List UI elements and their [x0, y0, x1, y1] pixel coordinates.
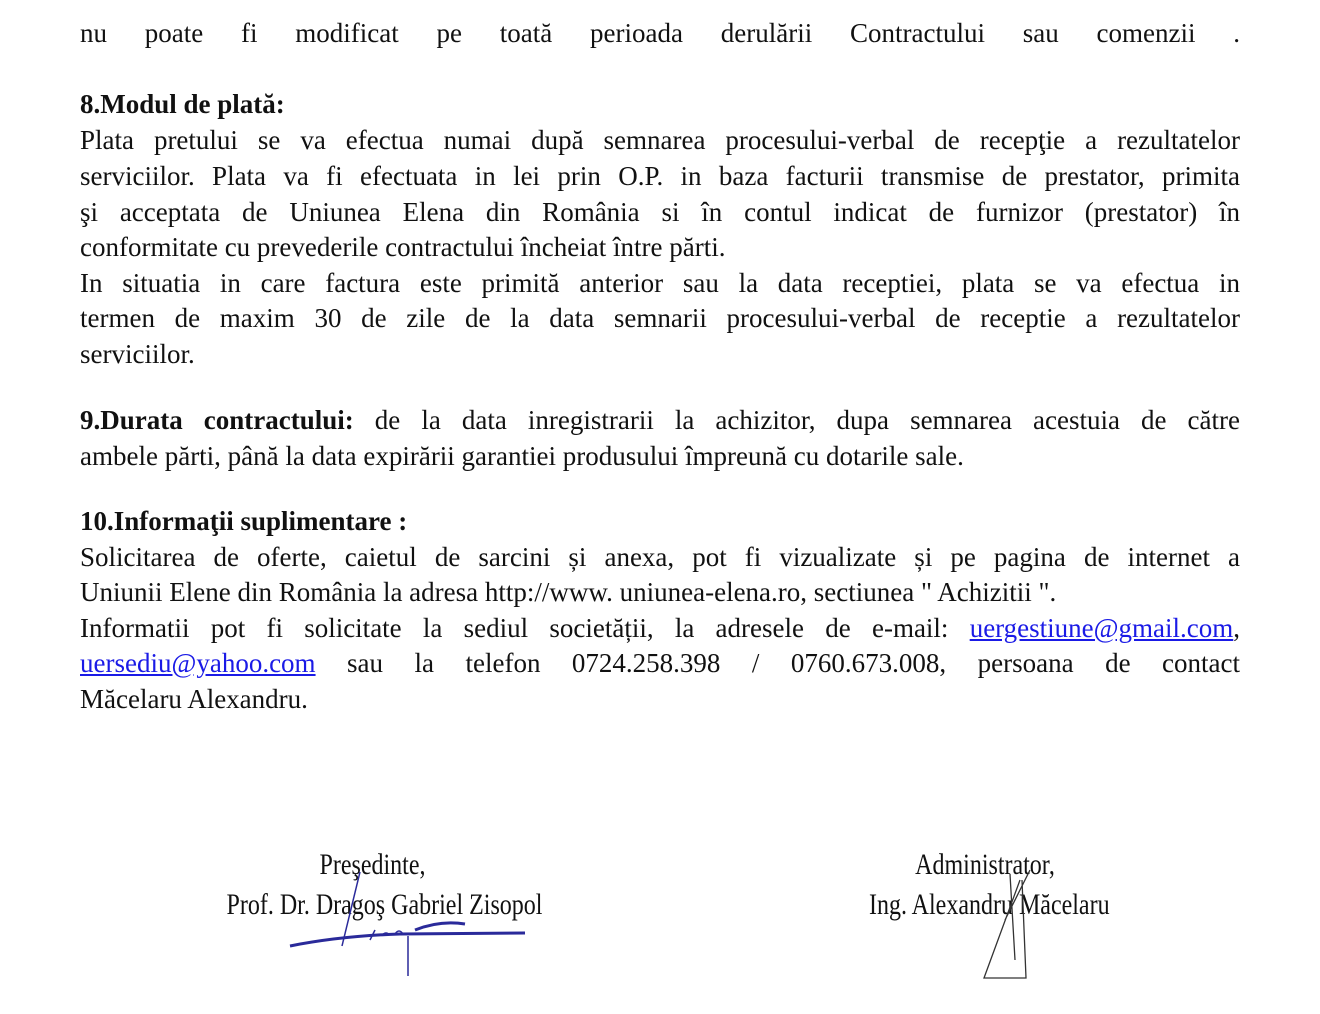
paragraph-line: conformitate cu prevederile contractului încheiat între părti.	[80, 232, 726, 262]
president-signature-icon	[280, 860, 540, 980]
section9-heading: 9.Durata contractului:	[80, 405, 354, 435]
paragraph-line: serviciilor. Plata va fi efectuata in lei prin O.P. in baza facturii transmise de prestator, primita	[80, 161, 1240, 191]
administrator-signature-icon	[980, 860, 1040, 990]
paragraph-line: Măcelaru Alexandru.	[80, 684, 308, 714]
paragraph-line: ambele părti, până la data expirării garantiei produsului împreună cu dotarile sale.	[80, 441, 964, 471]
paragraph-line: termen de maxim 30 de zile de la data semnarii procesului-verbal de receptie a rezultatelor	[80, 303, 1240, 333]
email-link-sediu[interactable]: uersediu@yahoo.com	[80, 648, 316, 678]
section10-heading	[80, 503, 1240, 539]
heading-text: 10.Informaţii suplimentare :	[80, 506, 408, 536]
president-name: Prof. Dr. Dragoş Gabriel Zisopol	[226, 888, 543, 921]
paragraph-line: Solicitarea de oferte, caietul de sarcini și anexa, pot fi vizualizate și pe pagina de internet a	[80, 542, 1240, 572]
paragraph-line	[80, 645, 1240, 681]
paragraph-line: In situatia in care factura este primită anterior sau la data receptiei, plata se va efectua in	[80, 268, 1240, 298]
email-link-gestiune[interactable]: uergestiune@gmail.com	[969, 613, 1234, 643]
section9-line	[80, 402, 1240, 438]
heading-text: 8.Modul de plată:	[80, 89, 285, 119]
paragraph-line	[80, 610, 1240, 646]
paragraph-line: şi acceptata de Uniunea Elena din România si în contul indicat de furnizor (prestator) în	[80, 197, 1240, 227]
paragraph-line: Uniunii Elene din România la adresa http://www. uniunea-elena.ro, sectiunea " Achizitii ".	[80, 577, 1057, 607]
phone-text: sau la telefon 0724.258.398 / 0760.673.008, persoana de contact	[315, 648, 1240, 678]
paragraph-line: serviciilor.	[80, 339, 195, 369]
section9-text: de la data inregistrarii la achizitor, dupa semnarea acestuia de către	[353, 405, 1240, 435]
contact-text: Informatii pot fi solicitate la sediul societății, la adresele de e-mail:	[80, 613, 970, 643]
section8-heading	[80, 86, 1240, 122]
president-role: Preşedinte,	[319, 848, 426, 881]
administrator-role: Administrator,	[915, 848, 1055, 881]
section7-last-line: nu poate fi modificat pe toată perioada derulării Contractului sau comenzii .	[80, 18, 1240, 48]
comma: ,	[1233, 613, 1240, 643]
administrator-name: Ing. Alexandru Măcelaru	[869, 888, 1110, 921]
paragraph-line: Plata pretului se va efectua numai după semnarea procesului-verbal de recepţie a rezultatelor	[80, 125, 1240, 155]
